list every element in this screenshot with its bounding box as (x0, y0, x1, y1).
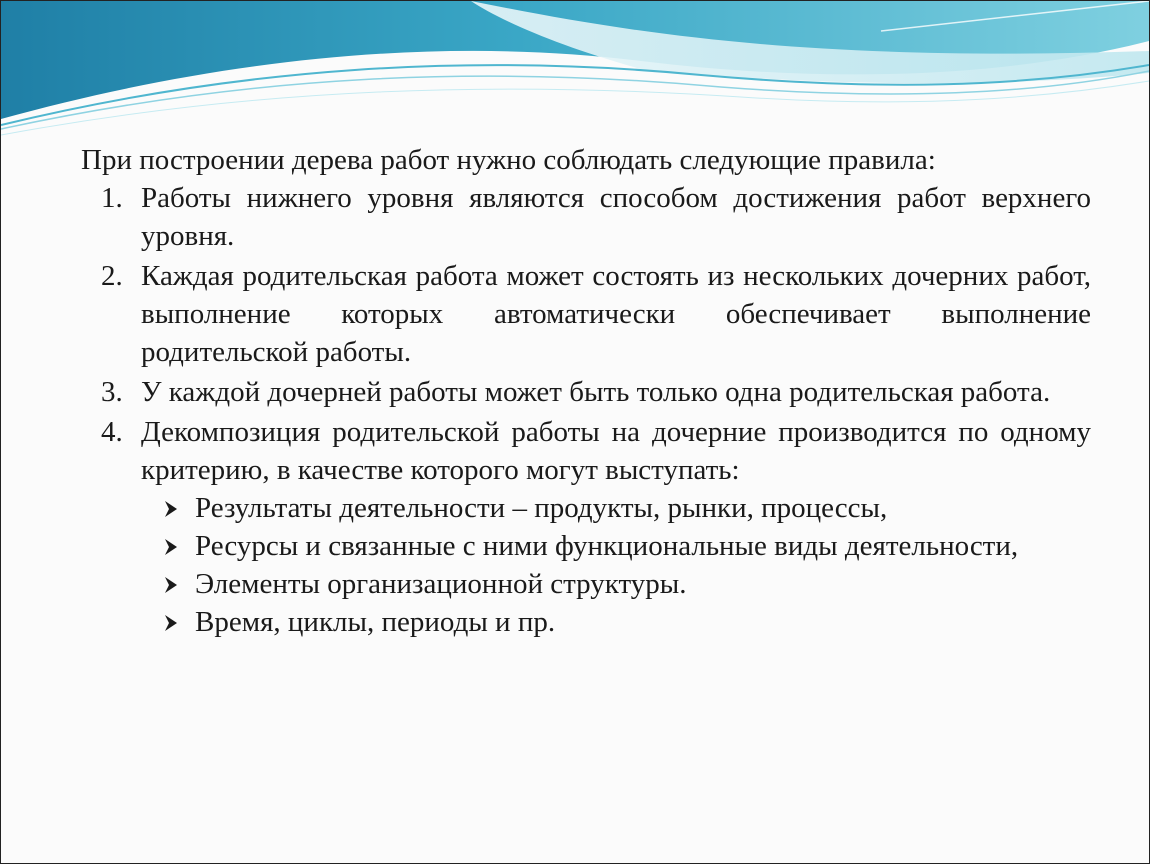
slide-body (81, 141, 1091, 643)
arrow-bullet-icon (161, 575, 181, 595)
criteria-item (161, 489, 1091, 527)
arrow-bullet-icon (161, 537, 181, 557)
arrow-bullet-icon (161, 613, 181, 633)
criteria-text: Элементы организационной структуры. (195, 568, 687, 600)
criteria-item (161, 527, 1091, 565)
criteria-text: Ресурсы и связанные с ними функциональные виды деятельности, (195, 530, 1019, 562)
rule-text: У каждой дочерней работы может быть только одна родительская работа. (141, 376, 1051, 408)
rule-text: Работы нижнего уровня являются способом достижения работ верхнего уровня. (141, 182, 1091, 252)
rule-text: Каждая родительская работа может состоять из нескольких дочерних работ, выполнение которых автоматически обеспечивает выполнение родительской работы. (141, 260, 1091, 368)
intro-text: При построении дерева работ нужно соблюдать следующие правила: (81, 144, 936, 176)
criteria-list (161, 489, 1091, 641)
rule-item (81, 257, 1091, 371)
rule-item (81, 179, 1091, 255)
rule-text: Декомпозиция родительской работы на дочерние производится по одному критерию, в качестве которого могут выступать: (141, 416, 1091, 486)
criteria-item (161, 603, 1091, 641)
rule-number: 3. (101, 376, 123, 408)
rule-number: 1. (101, 182, 123, 214)
criteria-text: Время, циклы, периоды и пр. (195, 606, 556, 638)
header-wave-decoration (1, 1, 1149, 141)
criteria-text: Результаты деятельности – продукты, рынки, процессы, (195, 492, 888, 524)
rule-number: 4. (101, 416, 123, 448)
arrow-bullet-icon (161, 499, 181, 519)
rule-number: 2. (101, 260, 123, 292)
criteria-item (161, 565, 1091, 603)
rules-list (81, 179, 1091, 641)
rule-item (81, 413, 1091, 641)
rule-item (81, 373, 1091, 411)
